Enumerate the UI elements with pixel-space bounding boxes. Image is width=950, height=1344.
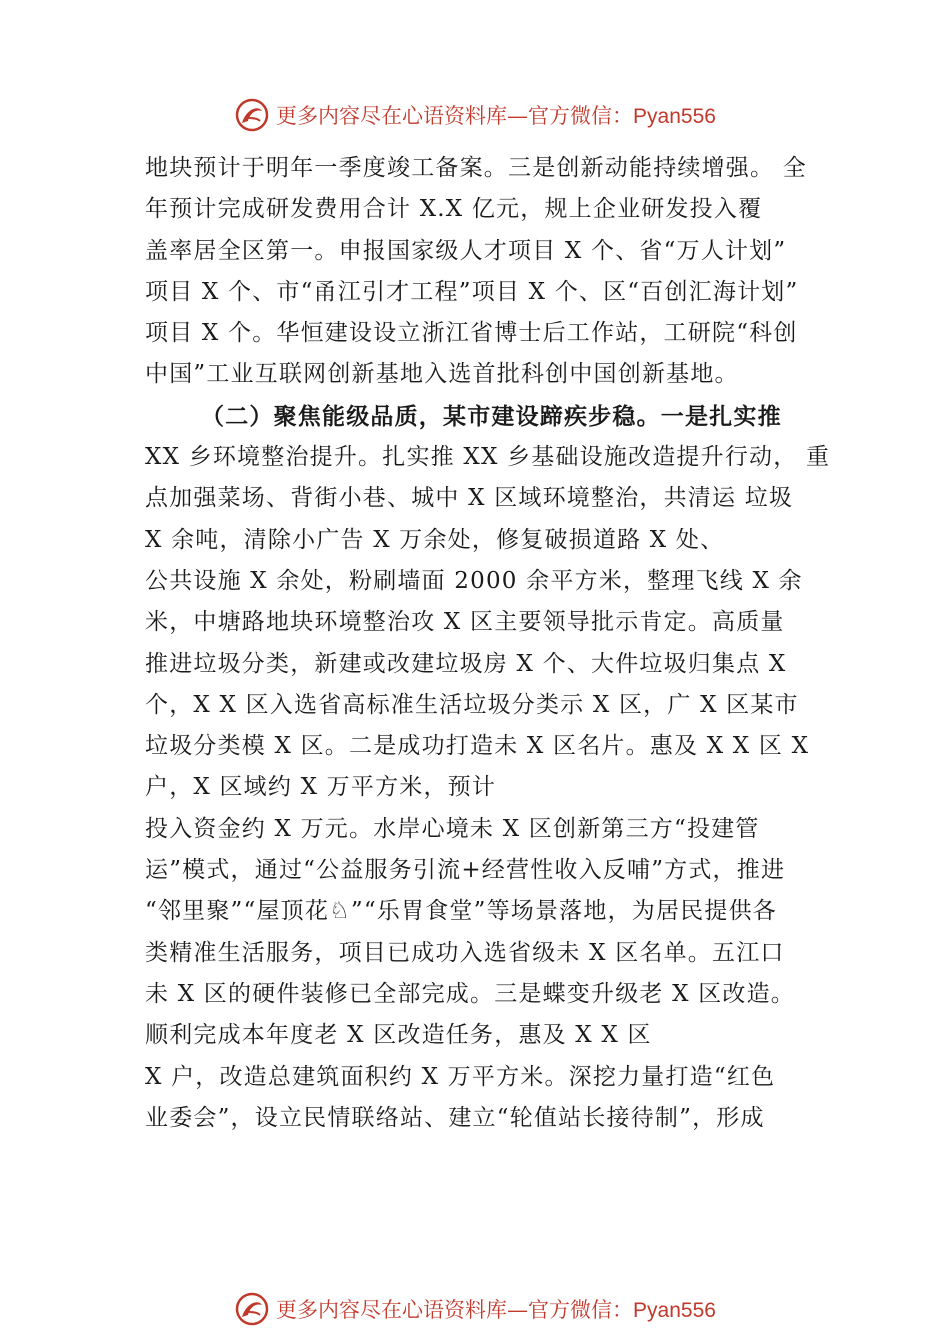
body-line: X 余吨，清除小广告 X 万余处，修复破损道路 X 处、 bbox=[145, 526, 725, 553]
body-line: 垃圾分类模 X 区。二是成功打造未 X 区名片。惠及 X X 区 X bbox=[145, 733, 810, 760]
body-line: 公共设施 X 余处，粉刷墙面 2000 余平方米，整理飞线 X 余 bbox=[145, 567, 803, 594]
body-line: 盖率居全区第一。申报国家级人才项目 X 个、省“万人计划” bbox=[145, 237, 787, 264]
body-line: 业委会”，设立民情联络站、建立“轮值站长接待制”，形成 bbox=[145, 1104, 765, 1131]
body-line: “邻里聚”“屋顶花♘”“乐胃食堂”等场景落地，为居民提供各 bbox=[145, 898, 777, 925]
body-line: XX 乡环境整治提升。扎实推 XX 乡基础设施改造提升行动， 重 bbox=[145, 444, 831, 471]
header-banner bbox=[0, 93, 950, 137]
body-line: X 户，改造总建筑面积约 X 万平方米。深挖力量打造“红色 bbox=[145, 1063, 776, 1090]
body-line: 类精准生活服务，项目已成功入选省级未 X 区名单。五江口 bbox=[145, 939, 785, 966]
body-line: 年预计完成研发费用合计 X.X 亿元，规上企业研发投入覆 bbox=[145, 196, 763, 223]
body-line: 运”模式，通过“公益服务引流+经营性收入反哺”方式，推进 bbox=[145, 857, 786, 884]
banner-text: 更多内容尽在心语资料库—官方微信：Pyan556 bbox=[276, 1298, 716, 1322]
footer-banner bbox=[0, 1287, 950, 1331]
body-line: 米，中塘路地块环境整治攻 X 区主要领导批示肯定。高质量 bbox=[145, 609, 785, 636]
body-line: 推进垃圾分类，新建或改建垃圾房 X 个、大件垃圾归集点 X bbox=[145, 650, 787, 677]
body-line: 地块预计于明年一季度竣工备案。三是创新动能持续增强。 全 bbox=[145, 155, 807, 181]
red-swirl-logo-icon bbox=[234, 1291, 270, 1327]
body-line: 个，X X 区入选省高标准生活垃圾分类示 X 区，广 X 区某市 bbox=[145, 691, 799, 718]
wechat-id: Pyan556 bbox=[633, 1299, 716, 1322]
red-swirl-logo-icon bbox=[234, 97, 270, 133]
body-line: 顺利完成本年度老 X 区改造任务，惠及 X X 区 bbox=[145, 1022, 652, 1049]
wechat-id: Pyan556 bbox=[633, 105, 716, 128]
section-heading: （二）聚焦能级品质，某市建设蹄疾步稳。一是扎实推 bbox=[201, 402, 782, 430]
body-line: 项目 X 个。华恒建设设立浙江省博士后工作站，工研院“科创 bbox=[145, 320, 798, 347]
document-body bbox=[145, 148, 831, 1139]
body-line: 户，X 区域约 X 万平方米，预计 bbox=[145, 774, 497, 801]
body-line: 点加强菜场、背街小巷、城中 X 区域环境整治，共清运 垃圾 bbox=[145, 485, 794, 512]
body-line: 未 X 区的硬件装修已全部完成。三是蝶变升级老 X 区改造。 bbox=[145, 980, 795, 1007]
body-line: 投入资金约 X 万元。水岸心境未 X 区创新第三方“投建管 bbox=[145, 815, 760, 842]
body-line: 项目 X 个、市“甬江引才工程”项目 X 个、区“百创汇海计划” bbox=[145, 278, 799, 305]
body-line: 中国”工业互联网创新基地入选首批科创中国创新基地。 bbox=[145, 361, 739, 388]
banner-text: 更多内容尽在心语资料库—官方微信：Pyan556 bbox=[276, 104, 716, 128]
